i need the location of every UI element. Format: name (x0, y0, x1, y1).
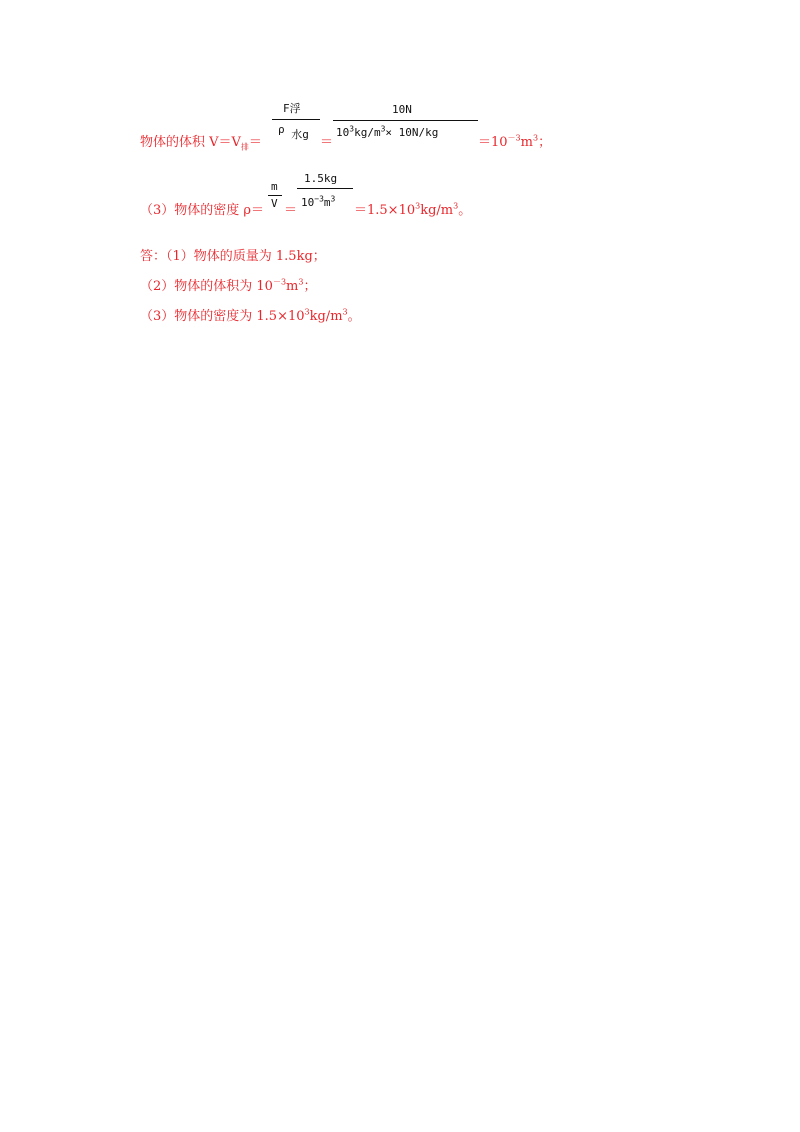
answer-mass: 答：（1）物体的质量为 1.5kg； (140, 249, 326, 264)
density-result: $=1.5\times 10^3kg/m^3$。 (354, 201, 472, 218)
fraction1-bar (272, 119, 320, 120)
fraction4-denominator: $10^{-3}m^3$ (301, 194, 336, 209)
volume-label: 物体的体积 $V=V_排=$ (140, 135, 262, 152)
equals-sign-2: ＝ (284, 203, 298, 218)
volume-result: $=10^{-3}m^3$； (478, 133, 552, 150)
fraction3-denominator: V (271, 197, 278, 210)
fraction1-denominator: ρ 水g (278, 123, 309, 141)
density-label: （3）物体的密度 ρ＝ (140, 203, 265, 218)
fraction4-numerator: 1.5kg (304, 172, 338, 185)
fraction2-denominator: $10^3kg/m^3\times 10N/kg$ (336, 124, 439, 139)
fraction4-bar (297, 188, 353, 189)
equals-sign-1: ＝ (320, 135, 334, 150)
fraction2-bar (333, 120, 478, 121)
fraction1-numerator: F浮 (283, 102, 301, 115)
answer-density: （3）物体的密度为 $1.5\times 10^3kg/m^3$。 (140, 307, 361, 324)
fraction3-numerator: m (271, 180, 278, 193)
fraction3-bar (268, 195, 282, 196)
answer-volume: （2）物体的体积为 $10^{-3}m^3$； (140, 277, 317, 294)
fraction2-numerator: 10N (392, 103, 412, 116)
